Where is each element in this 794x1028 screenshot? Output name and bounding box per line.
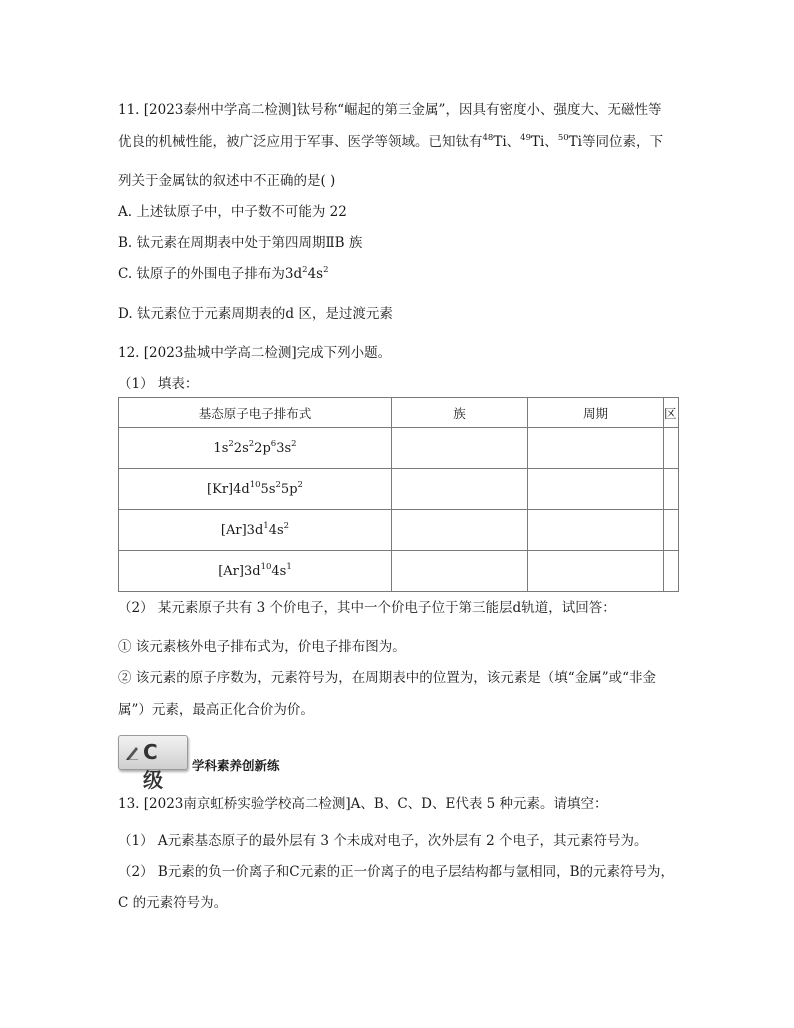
config-orbital: 4s <box>268 522 284 538</box>
q13-part1: （1） A元素基态原子的最外层有 3 个未成对电子，次外层有 2 个电子，其元素符号为。 <box>118 833 648 849</box>
config-electron-count: 2 <box>297 479 303 490</box>
q13-part2-line2: C 的元素符号为。 <box>118 895 228 911</box>
q12-sub2-line1: ② 该元素的原子序数为，元素符号为，在周期表中的位置为，该元素是（填“金属”或“非金 <box>118 670 656 686</box>
table-row <box>119 510 679 551</box>
q11-option-c: C. 钛原子的外围电子排布为$3d^24s^2$ <box>118 265 329 282</box>
group-answer-cell[interactable] <box>392 551 528 592</box>
config-electron-count: 2 <box>275 479 281 490</box>
table-header-row <box>119 398 679 428</box>
q12-part2: （2） 某元素原子共有 3 个价电子，其中一个价电子位于第三能层d轨道，试回答： <box>118 600 616 616</box>
q11-stem-end: 列关于金属钛的叙述中不正确的是( ) <box>118 173 336 189</box>
q12-sub2-line2: 属”）元素，最高正化合价为价。 <box>118 702 314 718</box>
q13-part2-line1: （2） B元素的负一价离子和C元素的正一价离子的电子层结构都与氩相同，B的元素符号为， <box>118 864 675 880</box>
config-electron-count: 10 <box>260 561 272 572</box>
q12-title: 12. [2023盐城中学高二检测]完成下列小题。 <box>118 345 392 361</box>
config-orbital: [Kr]4d <box>207 481 250 497</box>
q11-line1: 11. [2023泰州中学高二检测]钛号称“崛起的第三金属”，因具有密度小、强度大、无磁性等 <box>118 102 662 118</box>
block-answer-cell[interactable] <box>664 428 679 469</box>
pencil-icon <box>125 744 139 760</box>
q12-sub1: ① 该元素核外电子排布式为，价电子排布图为。 <box>118 639 406 655</box>
header-group: 族 <box>392 398 528 428</box>
config-cell <box>119 428 392 469</box>
table-row <box>119 469 679 510</box>
block-answer-cell[interactable] <box>664 551 679 592</box>
config-orbital: 2p <box>254 440 271 456</box>
section-title: 学科素养创新练 <box>192 758 280 773</box>
q13-title: 13. [2023南京虹桥实验学校高二检测]A、B、C、D、E代表 5 种元素。请填空： <box>118 796 608 812</box>
group-answer-cell[interactable] <box>392 469 528 510</box>
config-electron-count: 6 <box>270 438 277 449</box>
config-electron-count: 2 <box>248 438 255 449</box>
config-orbital: 5s <box>260 481 276 497</box>
q11-option-a: A. 上述钛原子中，中子数不可能为 22 <box>118 204 347 220</box>
table-row <box>119 428 679 469</box>
level-badge <box>118 735 188 792</box>
config-orbital: 2s <box>233 440 249 456</box>
config-orbital: [Ar]3d <box>220 522 264 538</box>
config-cell <box>119 510 392 551</box>
config-electron-count: 10 <box>249 479 261 490</box>
q11-option-d: D. 钛元素位于元素周期表的d 区，是过渡元素 <box>118 306 393 322</box>
group-answer-cell[interactable] <box>392 510 528 551</box>
header-block: 区 <box>664 398 679 428</box>
config-electron-count: 2 <box>291 438 297 449</box>
config-orbital: 5p <box>280 481 298 497</box>
header-period: 周期 <box>528 398 664 428</box>
config-orbital: [Ar]3d <box>218 563 261 579</box>
config-electron-count: 2 <box>283 520 290 531</box>
config-cell <box>119 551 392 592</box>
config-electron-count: 2 <box>228 438 234 449</box>
q11-line2: 优良的机械性能，被广泛应用于军事、医学等领域。已知钛有$^{48}$Ti、$^{49}$Ti、$^{50}$Ti等同位素，下 <box>118 133 663 150</box>
table-row <box>119 551 679 592</box>
q12-part1: （1） 填表： <box>118 376 199 392</box>
header-config: 基态原子电子排布式 <box>119 398 392 428</box>
config-electron-count: 1 <box>286 561 292 572</box>
config-cell <box>119 469 392 510</box>
period-answer-cell[interactable] <box>528 551 664 592</box>
block-answer-cell[interactable] <box>664 510 679 551</box>
config-orbital: 4s <box>271 563 287 579</box>
config-orbital: 3s <box>276 440 292 456</box>
electron-config-table <box>118 397 679 592</box>
period-answer-cell[interactable] <box>528 510 664 551</box>
period-answer-cell[interactable] <box>528 469 664 510</box>
config-orbital: 1s <box>213 440 229 456</box>
period-answer-cell[interactable] <box>528 428 664 469</box>
block-answer-cell[interactable] <box>664 469 679 510</box>
level-badge-label: C 级 <box>143 740 164 792</box>
group-answer-cell[interactable] <box>392 428 528 469</box>
config-electron-count: 1 <box>263 520 269 531</box>
q11-option-b: B. 钛元素在周期表中处于第四周期ⅡB 族 <box>118 235 363 251</box>
